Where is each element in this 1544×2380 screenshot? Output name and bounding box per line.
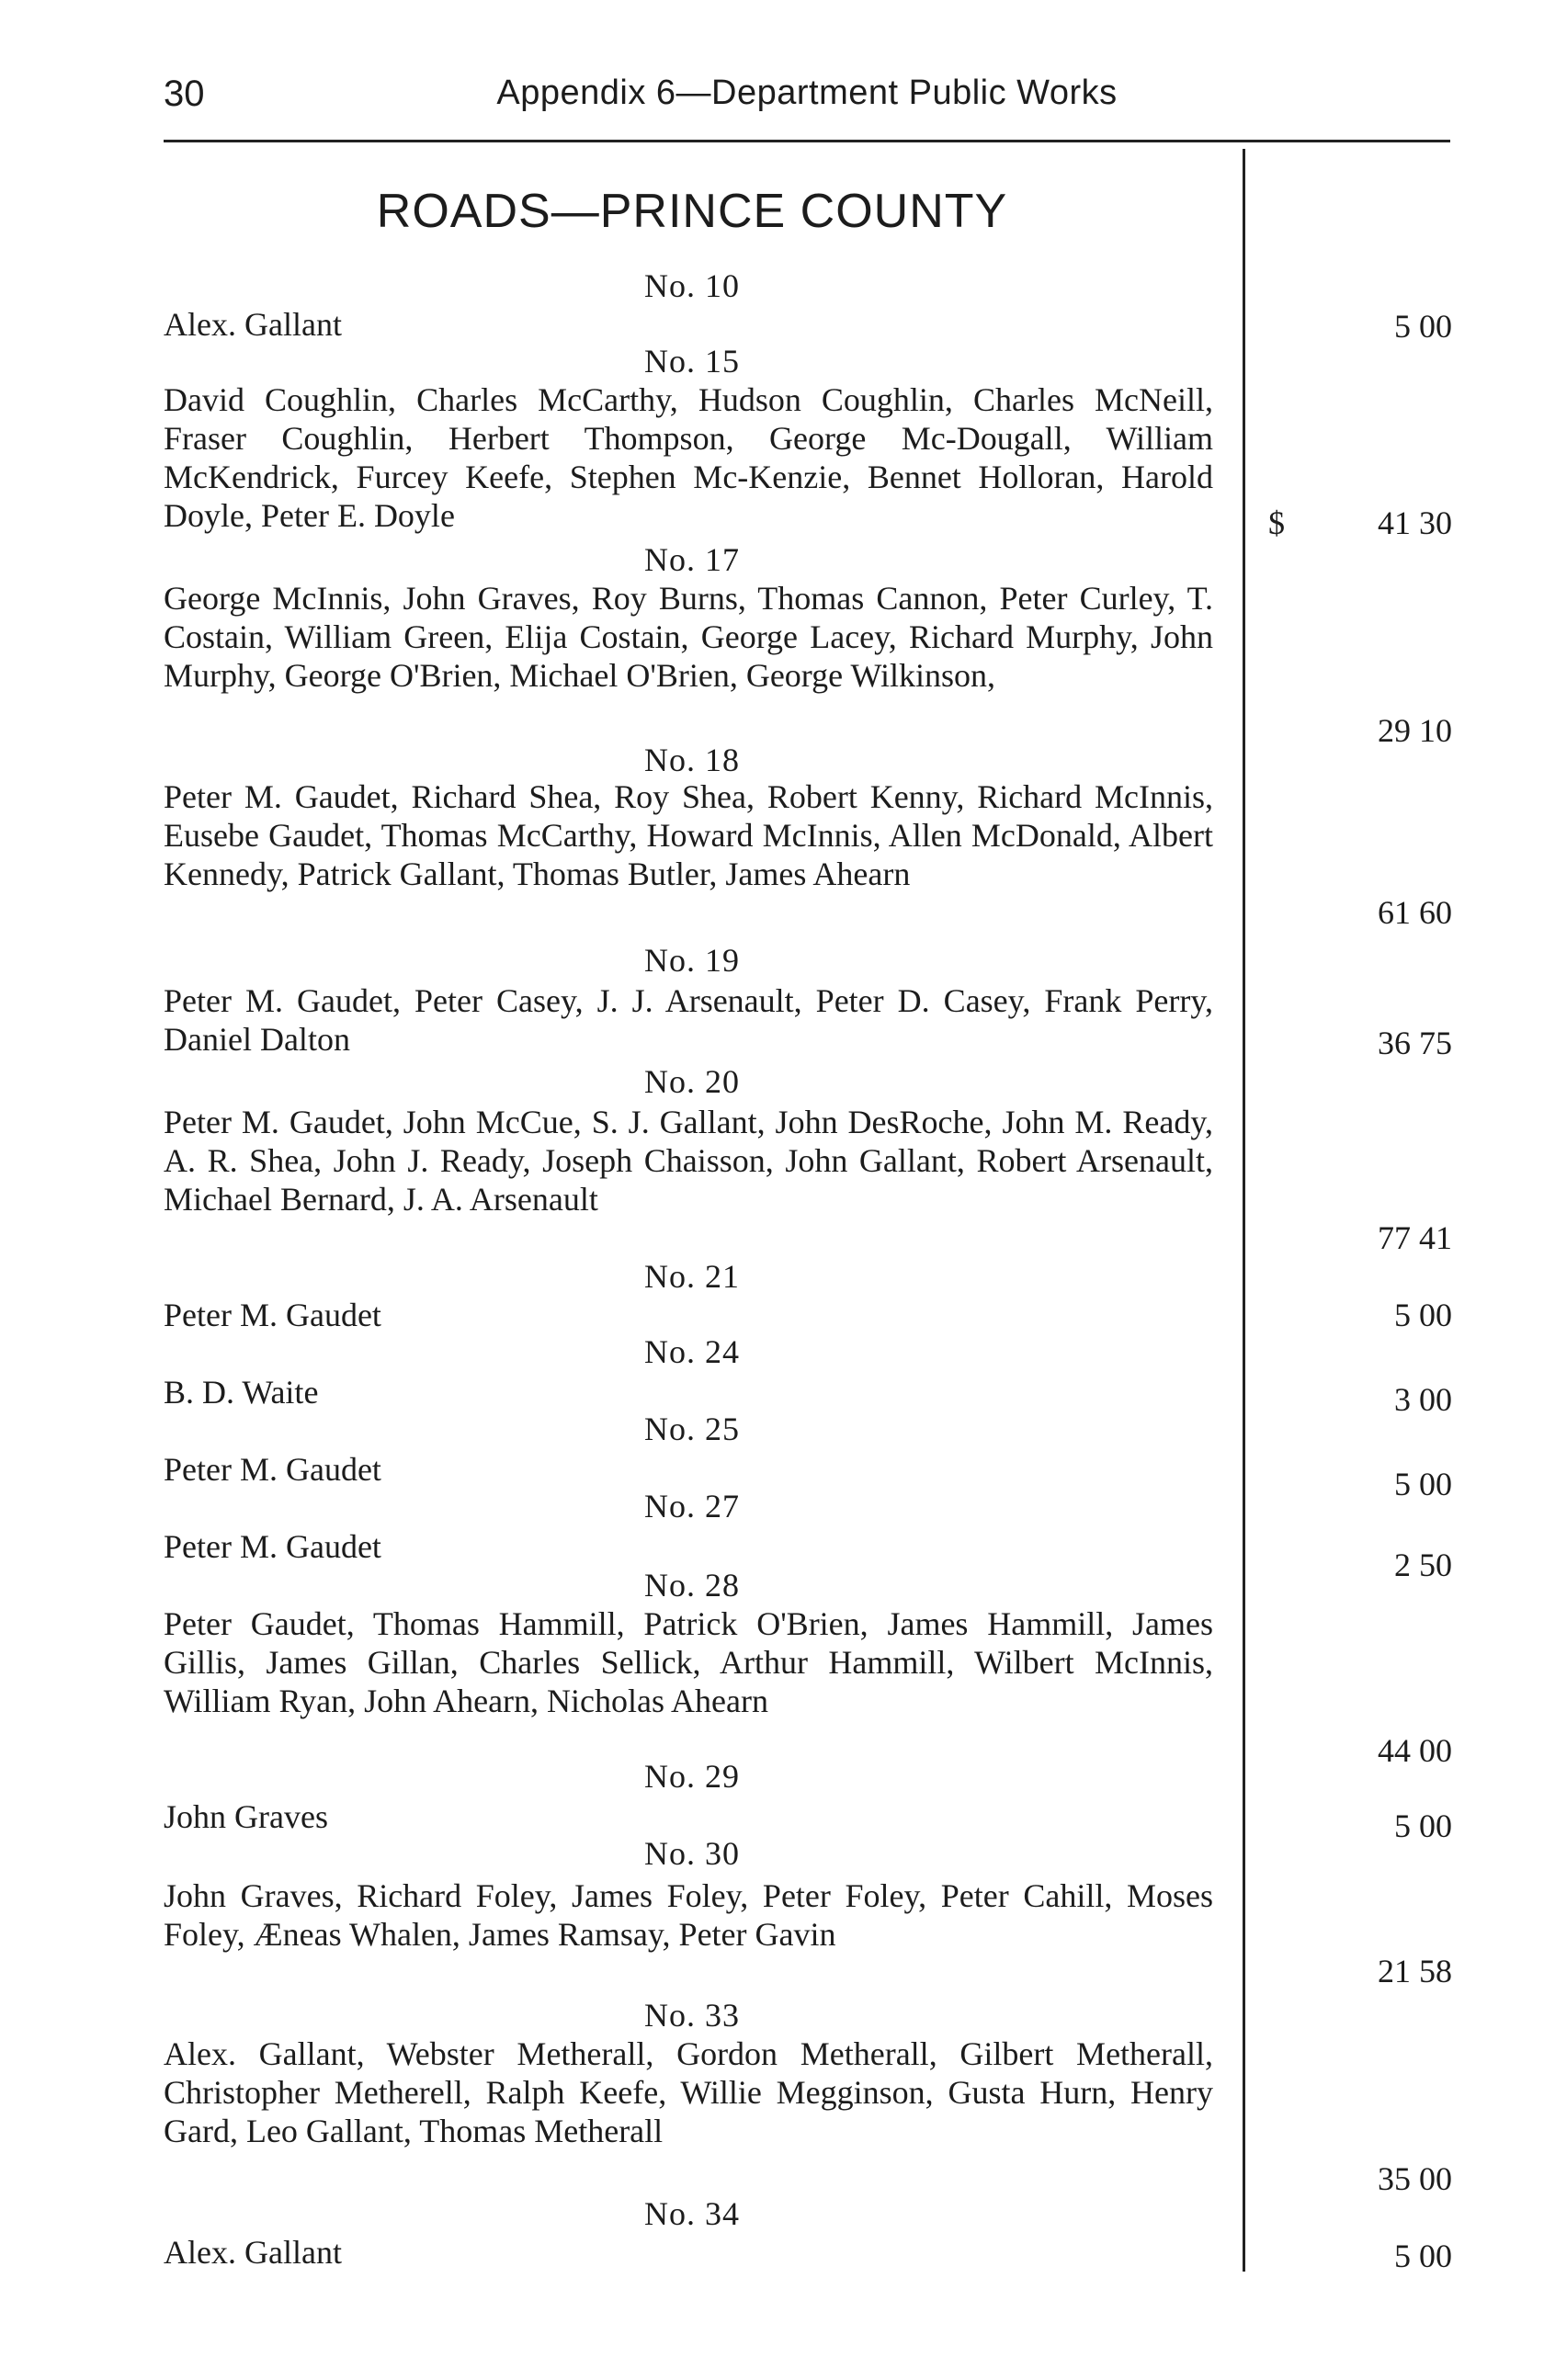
road-number: No. 27 bbox=[644, 1488, 740, 1524]
worker-names: Alex. Gallant bbox=[164, 2234, 342, 2271]
road-number: No. 34 bbox=[644, 2195, 740, 2232]
amount-value: 3 00 bbox=[1394, 1381, 1452, 1418]
amount bbox=[1268, 1218, 1452, 1257]
worker-names: Peter M. Gaudet bbox=[164, 1528, 381, 1565]
road-number: No. 17 bbox=[644, 541, 740, 578]
worker-names: George McInnis, John Graves, Roy Burns, Thomas Cannon, Peter Curley, T. Costain, William Green, Elija Costain, George Lacey, Richard Murphy, John Murphy, George O'Brien, Michael O'Brien, George Wilkinson, bbox=[164, 580, 1213, 694]
header-rule bbox=[164, 140, 1450, 142]
amount bbox=[1268, 1024, 1452, 1062]
road-number: No. 19 bbox=[644, 942, 740, 979]
amount-value: 5 00 bbox=[1394, 1466, 1452, 1502]
amount bbox=[1268, 1807, 1452, 1845]
page-number: 30 bbox=[164, 74, 205, 114]
worker-names: John Graves, Richard Foley, James Foley, Peter Foley, Peter Cahill, Moses Foley, Æneas Whalen, James Ramsay, Peter Gavin bbox=[164, 1877, 1213, 1953]
road-number: No. 30 bbox=[644, 1835, 740, 1872]
section-title: ROADS—PRINCE COUNTY bbox=[376, 185, 1008, 238]
worker-names: Alex. Gallant, Webster Metherall, Gordon Metherall, Gilbert Metherall, Christopher Metherell, Ralph Keefe, Willie Megginson, Gusta Hurn, Henry Gard, Leo Gallant, Thomas Metherall bbox=[164, 2035, 1213, 2149]
amount-value: 5 00 bbox=[1394, 308, 1452, 345]
road-number: No. 21 bbox=[644, 1258, 740, 1295]
road-number: No. 29 bbox=[644, 1758, 740, 1795]
worker-names: B. D. Waite bbox=[164, 1374, 319, 1411]
amount bbox=[1268, 1380, 1452, 1419]
road-number: No. 10 bbox=[644, 267, 740, 304]
amount-column-rule bbox=[1243, 149, 1245, 2272]
worker-names: Peter Gaudet, Thomas Hammill, Patrick O'Brien, James Hammill, James Gillis, James Gillan, Charles Sellick, Arthur Hammill, Wilbert McInnis, William Ryan, John Ahearn, Nicholas Ahearn bbox=[164, 1605, 1213, 1719]
amount bbox=[1268, 307, 1452, 346]
running-head: Appendix 6—Department Public Works bbox=[496, 74, 1118, 112]
amount-value: 21 58 bbox=[1378, 1953, 1452, 1989]
road-number: No. 28 bbox=[644, 1567, 740, 1604]
amount-value: 36 75 bbox=[1378, 1025, 1452, 1061]
amount bbox=[1268, 1731, 1452, 1770]
amount bbox=[1268, 2237, 1452, 2275]
amount-value: 5 00 bbox=[1394, 1297, 1452, 1333]
amount bbox=[1268, 1465, 1452, 1503]
amount bbox=[1268, 1296, 1452, 1334]
amount-value: 5 00 bbox=[1394, 2238, 1452, 2274]
amount bbox=[1268, 1952, 1452, 1990]
amount-value: 35 00 bbox=[1378, 2160, 1452, 2197]
amount bbox=[1268, 504, 1452, 542]
amount-value: 41 30 bbox=[1378, 504, 1452, 541]
amount-value: 44 00 bbox=[1378, 1732, 1452, 1769]
currency-symbol: $ bbox=[1268, 504, 1285, 541]
amount bbox=[1268, 1546, 1452, 1584]
amount-value: 2 50 bbox=[1394, 1547, 1452, 1583]
road-number: No. 24 bbox=[644, 1333, 740, 1370]
worker-names: Peter M. Gaudet, Richard Shea, Roy Shea, Robert Kenny, Richard McInnis, Eusebe Gaudet, Thomas McCarthy, Howard McInnis, Allen McDonald, Albert Kennedy, Patrick Gallant, Thomas Butler, James Ahearn bbox=[164, 778, 1213, 892]
amount bbox=[1268, 711, 1452, 750]
worker-names: Peter M. Gaudet, Peter Casey, J. J. Arsenault, Peter D. Casey, Frank Perry, Daniel Dalton bbox=[164, 982, 1213, 1058]
worker-names: Peter M. Gaudet bbox=[164, 1451, 381, 1488]
worker-names: Peter M. Gaudet, John McCue, S. J. Gallant, John DesRoche, John M. Ready, A. R. Shea, John J. Ready, Joseph Chaisson, John Gallant, Robert Arsenault, Michael Bernard, J. A. Arsenault bbox=[164, 1104, 1213, 1218]
amount-value: 77 41 bbox=[1378, 1219, 1452, 1256]
road-number: No. 33 bbox=[644, 1997, 740, 2034]
road-number: No. 25 bbox=[644, 1411, 740, 1447]
amount-value: 29 10 bbox=[1378, 712, 1452, 749]
road-number: No. 15 bbox=[644, 343, 740, 380]
amount bbox=[1268, 2159, 1452, 2198]
worker-names: David Coughlin, Charles McCarthy, Hudson Coughlin, Charles McNeill, Fraser Coughlin, Herbert Thompson, George Mc-Dougall, William McKendrick, Furcey Keefe, Stephen Mc-Kenzie, Bennet Holloran, Harold Doyle, Peter E. Doyle bbox=[164, 381, 1213, 534]
worker-names: John Graves bbox=[164, 1798, 328, 1835]
road-number: No. 18 bbox=[644, 742, 740, 778]
road-number: No. 20 bbox=[644, 1063, 740, 1100]
worker-names: Peter M. Gaudet bbox=[164, 1297, 381, 1333]
amount bbox=[1268, 893, 1452, 932]
amount-value: 5 00 bbox=[1394, 1808, 1452, 1844]
page-header bbox=[164, 68, 1450, 129]
worker-names: Alex. Gallant bbox=[164, 306, 342, 343]
amount-value: 61 60 bbox=[1378, 894, 1452, 931]
